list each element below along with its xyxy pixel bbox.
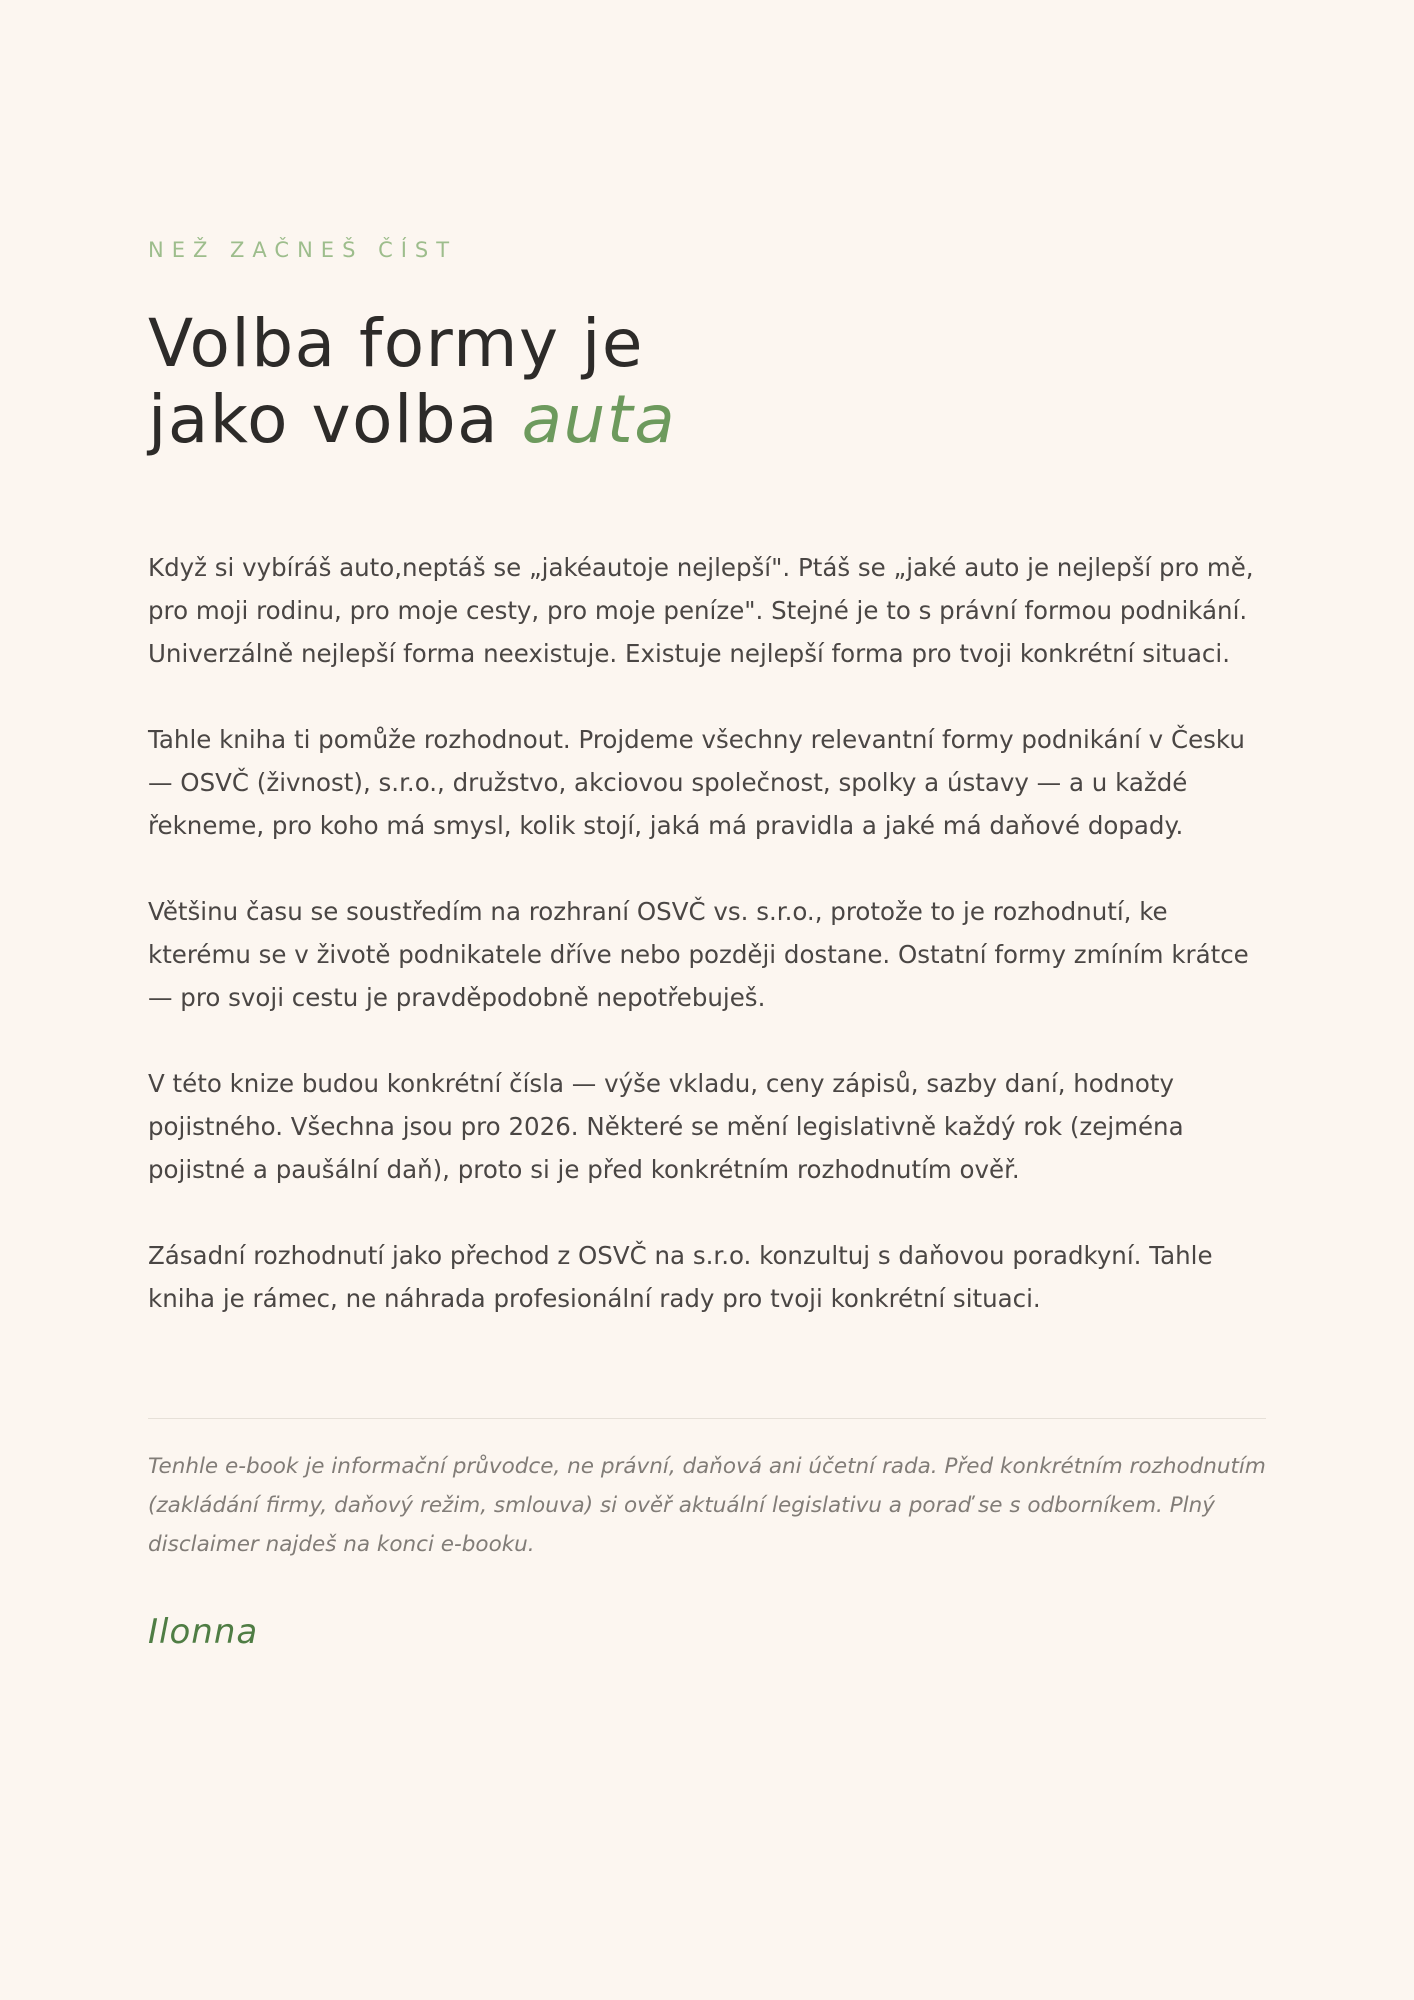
section-eyebrow: NEŽ ZAČNEŠ ČÍST [148,238,458,262]
title-line-2-prefix: jako volba [148,381,522,458]
divider [148,1418,1266,1419]
title-line-1: Volba formy je [148,305,644,382]
page-title [148,306,676,458]
title-line-2 [148,382,676,458]
paragraph-5: Zásadní rozhodnutí jako přechod z OSVČ na s.r.o. konzultuj s daňovou poradkyní. Tahle kniha je rámec, ne náhrada profesionální rady pro tvoji konkrétní situaci. [148,1241,1213,1313]
paragraph-3: Většinu času se soustředím na rozhraní OSVČ vs. s.r.o., protože to je rozhodnutí, ke kterému se v životě podnikatele dříve nebo později dostane. Ostatní formy zmíním krátce — pro svoji cestu je pravděpodobně nepotřebuješ. [148,897,1249,1012]
author-signature: Ilonna [148,1612,259,1652]
disclaimer-note: Tenhle e-book je informační průvodce, ne právní, daňová ani účetní rada. Před konkrétním rozhodnutím (zakládání firmy, daňový režim, smlouva) si ověř aktuální legislativu a poraď se s odborníkem. Plný disclaimer najdeš na konci e-booku. [148,1454,1266,1557]
paragraph-4: V této knize budou konkrétní čísla — výše vkladu, ceny zápisů, sazby daní, hodnoty pojistného. Všechna jsou pro 2026. Některé se mění legislativně každý rok (zejména pojistné a paušální daň), proto si je před konkrétním rozhodnutím ověř. [148,1069,1184,1184]
title-accent-word: auta [521,381,677,458]
body-text [148,546,1266,1320]
paragraph-1: Když si vybíráš auto,neptáš se „jakéautoje nejlepší". Ptáš se „jaké auto je nejlepší pro mě, pro moji rodinu, pro moje cesty, pro moje peníze". Stejné je to s právní formou podnikání. Univerzálně nejlepší forma neexistuje. Existuje nejlepší forma pro tvoji konkrétní situaci. [148,553,1254,668]
paragraph-2: Tahle kniha ti pomůže rozhodnout. Projdeme všechny relevantní formy podnikání v Česku — OSVČ (živnost), s.r.o., družstvo, akciovou společnost, spolky a ústavy — a u každé řekneme, pro koho má smysl, kolik stojí, jaká má pravidla a jaké má daňové dopady. [148,725,1245,840]
